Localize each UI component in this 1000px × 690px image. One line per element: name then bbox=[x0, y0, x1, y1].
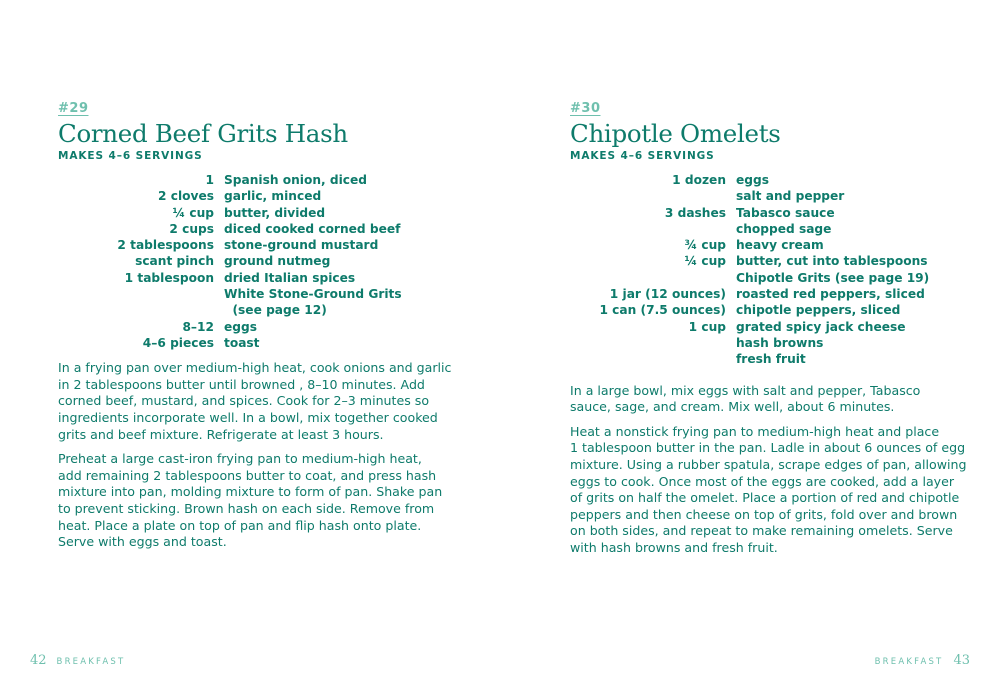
ingredient-row bbox=[570, 319, 966, 335]
ingredient-item: Chipotle Grits (see page 19) bbox=[736, 270, 930, 285]
ingredient-row bbox=[58, 188, 451, 204]
ingredient-row bbox=[570, 221, 966, 237]
instruction-line: Heat a nonstick frying pan to medium-high heat and place bbox=[570, 423, 940, 439]
ingredient-row bbox=[58, 286, 451, 302]
instruction-line: in 2 tablespoons butter until browned , 8–10 minutes. Add bbox=[58, 376, 425, 392]
instruction-line: add remaining 2 tablespoons butter to coat, and press hash bbox=[58, 467, 437, 483]
ingredient-item: stone-ground mustard bbox=[224, 238, 379, 253]
ingredient-row bbox=[570, 237, 966, 253]
ingredient-row bbox=[570, 188, 966, 204]
instruction-line: heat. Place a plate on top of pan and flip hash onto plate. bbox=[58, 517, 422, 533]
ingredient-item: (see page 12) bbox=[224, 303, 327, 318]
right-page bbox=[500, 0, 1000, 690]
ingredient-quantity: 1 bbox=[205, 173, 214, 187]
instruction-line: to prevent sticking. Brown hash on each side. Remove from bbox=[58, 501, 435, 517]
ingredient-quantity bbox=[570, 270, 726, 286]
ingredient-item: dried Italian spices bbox=[224, 270, 356, 285]
ingredient-row bbox=[58, 205, 451, 221]
ingredient-quantity bbox=[570, 351, 726, 367]
ingredient-item: fresh fruit bbox=[736, 352, 806, 367]
instruction-line: mixture into pan, molding mixture to form of pan. Shake pan bbox=[58, 484, 443, 500]
ingredient-item: heavy cream bbox=[736, 238, 824, 253]
ingredient-row bbox=[58, 172, 451, 188]
ingredient-row bbox=[570, 253, 966, 269]
ingredient-quantity bbox=[58, 286, 214, 302]
ingredient-row bbox=[570, 270, 966, 286]
instruction-paragraph bbox=[58, 360, 451, 443]
recipe-number: #30 bbox=[570, 101, 601, 116]
instruction-line: Serve with eggs and toast. bbox=[58, 534, 227, 550]
ingredient-item: Tabasco sauce bbox=[736, 205, 835, 220]
page-number: 42 bbox=[30, 653, 47, 668]
ingredient-item: garlic, minced bbox=[224, 189, 322, 204]
ingredient-item: grated spicy jack cheese bbox=[736, 319, 906, 334]
ingredient-quantity: 2 cloves bbox=[158, 189, 214, 204]
ingredient-quantity: 1 can (7.5 ounces) bbox=[599, 303, 726, 318]
ingredient-item: ground nutmeg bbox=[224, 254, 331, 269]
ingredient-quantity: scant pinch bbox=[135, 254, 214, 269]
ingredient-quantity: 4–6 pieces bbox=[142, 335, 214, 350]
ingredient-item: toast bbox=[224, 335, 260, 350]
instruction-line: of grits on half the omelet. Place a portion of red and chipotle bbox=[570, 490, 960, 506]
recipe-title: Chipotle Omelets bbox=[570, 119, 781, 148]
ingredient-quantity: 1 dozen bbox=[672, 173, 726, 187]
ingredient-row bbox=[58, 237, 451, 253]
ingredient-row bbox=[570, 335, 966, 351]
recipe-30 bbox=[570, 101, 966, 565]
ingredient-quantity: 3 dashes bbox=[664, 205, 726, 220]
instruction-line: In a large bowl, mix eggs with salt and pepper, Tabasco bbox=[570, 382, 921, 398]
ingredient-quantity: ¼ cup bbox=[684, 254, 726, 269]
ingredient-list bbox=[58, 172, 451, 351]
ingredient-row bbox=[570, 286, 966, 302]
instructions bbox=[58, 360, 451, 551]
ingredient-item: butter, divided bbox=[224, 205, 326, 220]
servings: MAKES 4–6 SERVINGS bbox=[570, 150, 715, 162]
instruction-line: mixture. Using a rubber spatula, scrape edges of pan, allowing bbox=[570, 456, 967, 472]
ingredient-list bbox=[570, 172, 966, 368]
recipe-number: #29 bbox=[58, 101, 89, 116]
instruction-paragraph bbox=[570, 383, 966, 416]
instruction-line: with hash browns and fresh fruit. bbox=[570, 539, 778, 555]
instruction-line: eggs to cook. Once most of the eggs are cooked, add a layer bbox=[570, 473, 955, 489]
section-name: BREAKFAST bbox=[56, 657, 126, 667]
instruction-line: grits and beef mixture. Refrigerate at least 3 hours. bbox=[58, 426, 384, 442]
instruction-line: sauce, sage, and cream. Mix well, about 6 minutes. bbox=[570, 399, 895, 415]
instruction-line: 1 tablespoon butter in the pan. Ladle in about 6 ounces of egg bbox=[570, 440, 966, 456]
ingredient-quantity bbox=[58, 302, 214, 318]
ingredient-quantity: 2 cups bbox=[169, 221, 214, 236]
page-number: 43 bbox=[953, 653, 970, 668]
ingredient-quantity: 8–12 bbox=[182, 319, 214, 334]
ingredient-row bbox=[570, 302, 966, 318]
section-name: BREAKFAST bbox=[874, 657, 944, 667]
ingredient-item: butter, cut into tablespoons bbox=[736, 254, 928, 269]
ingredient-quantity: 1 jar (12 ounces) bbox=[609, 287, 726, 302]
page-footer bbox=[30, 653, 135, 668]
instruction-paragraph bbox=[570, 424, 966, 557]
ingredient-quantity: 2 tablespoons bbox=[117, 238, 214, 253]
ingredient-item: eggs bbox=[224, 319, 257, 334]
servings: MAKES 4–6 SERVINGS bbox=[58, 150, 203, 162]
ingredient-item: White Stone-Ground Grits bbox=[224, 287, 402, 302]
instruction-line: corned beef, mustard, and spices. Cook for 2–3 minutes so bbox=[58, 393, 430, 409]
instructions bbox=[570, 383, 966, 557]
ingredient-item: chipotle peppers, sliced bbox=[736, 303, 901, 318]
instruction-line: peppers and then cheese on top of grits, fold over and brown bbox=[570, 506, 958, 522]
recipe-title: Corned Beef Grits Hash bbox=[58, 119, 348, 148]
ingredient-row bbox=[58, 302, 451, 318]
ingredient-item: salt and pepper bbox=[736, 189, 845, 204]
instruction-line: In a frying pan over medium-high heat, cook onions and garlic bbox=[58, 360, 452, 376]
page-footer bbox=[865, 653, 970, 668]
recipe-29 bbox=[58, 101, 451, 559]
ingredient-quantity bbox=[570, 221, 726, 237]
ingredient-item: roasted red peppers, sliced bbox=[736, 287, 925, 302]
ingredient-quantity: ¾ cup bbox=[684, 238, 726, 253]
ingredient-row bbox=[570, 351, 966, 367]
ingredient-item: chopped sage bbox=[736, 221, 832, 236]
ingredient-quantity: 1 tablespoon bbox=[124, 270, 214, 285]
ingredient-row bbox=[58, 270, 451, 286]
instruction-line: ingredients incorporate well. In a bowl, mix together cooked bbox=[58, 410, 438, 426]
ingredient-item: hash browns bbox=[736, 335, 824, 350]
ingredient-item: diced cooked corned beef bbox=[224, 221, 401, 236]
ingredient-row bbox=[58, 221, 451, 237]
ingredient-item: eggs bbox=[736, 173, 769, 187]
ingredient-item: Spanish onion, diced bbox=[224, 173, 368, 187]
instruction-line: Preheat a large cast-iron frying pan to medium-high heat, bbox=[58, 451, 422, 467]
ingredient-quantity: ¼ cup bbox=[172, 205, 214, 220]
ingredient-quantity bbox=[570, 335, 726, 351]
ingredient-row bbox=[58, 319, 451, 335]
ingredient-quantity bbox=[570, 188, 726, 204]
instruction-line: on both sides, and repeat to make remaining omelets. Serve bbox=[570, 523, 953, 539]
ingredient-row bbox=[570, 205, 966, 221]
instruction-paragraph bbox=[58, 451, 451, 551]
ingredient-row bbox=[570, 172, 966, 188]
ingredient-quantity: 1 cup bbox=[688, 319, 726, 334]
ingredient-row bbox=[58, 253, 451, 269]
ingredient-row bbox=[58, 335, 451, 351]
